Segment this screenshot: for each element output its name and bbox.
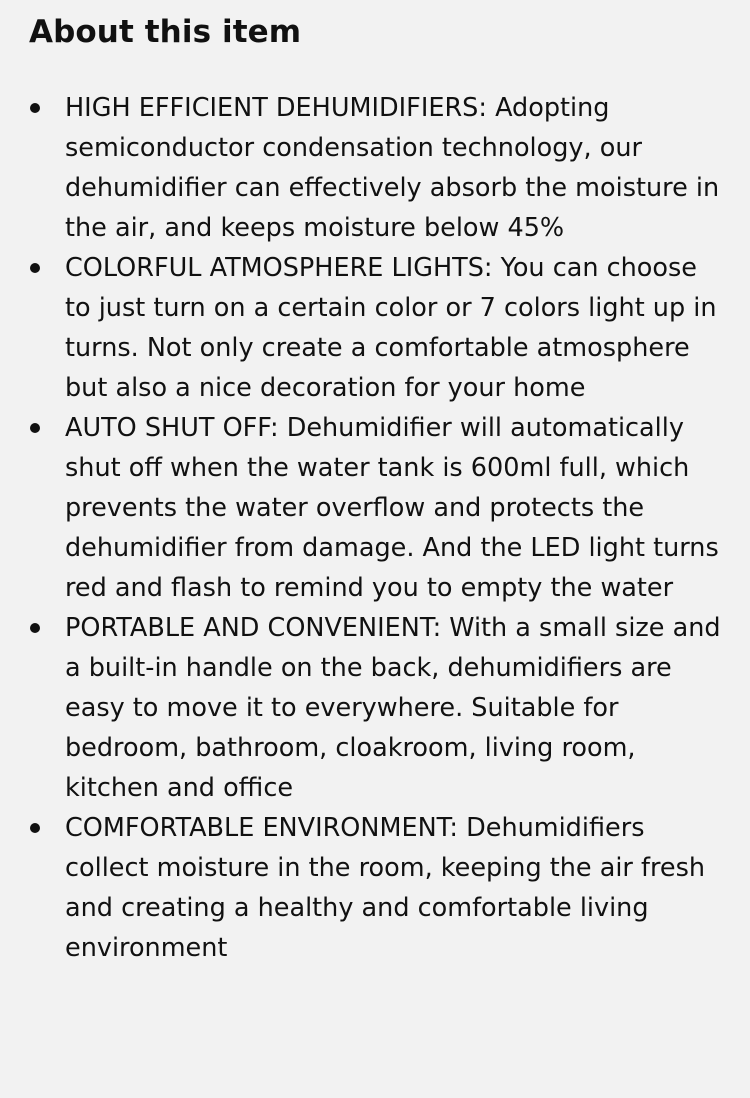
feature-bullet-text: PORTABLE AND CONVENIENT: With a small size and a built-in handle on the back, dehumidifiers are easy to move it to everywhere. Suitable for bedroom, bathroom, cloakroom, living room, kitchen and office <box>65 613 721 803</box>
feature-bullet-item <box>0 608 750 808</box>
feature-bullet-item <box>0 88 750 248</box>
feature-bullet-text: COMFORTABLE ENVIRONMENT: Dehumidifiers collect moisture in the room, keeping the air fresh and creating a healthy and comfortable living environment <box>65 813 706 963</box>
feature-bullet-item <box>0 408 750 608</box>
feature-bullet-text: AUTO SHUT OFF: Dehumidifier will automatically shut off when the water tank is 600ml full, which prevents the water overflow and protects the dehumidifier from damage. And the LED light turns red and flash to remind you to empty the water <box>65 413 719 603</box>
bullet-dot-icon <box>30 623 40 633</box>
bullet-dot-icon <box>30 423 40 433</box>
feature-bullet-item <box>0 808 750 968</box>
feature-bullet-item <box>0 248 750 408</box>
feature-bullet-list <box>0 88 750 968</box>
feature-bullet-text: COLORFUL ATMOSPHERE LIGHTS: You can choose to just turn on a certain color or 7 colors light up in turns. Not only create a comfortable atmosphere but also a nice decoration for your home <box>65 253 717 403</box>
section-title: About this item <box>29 14 302 50</box>
feature-bullet-text: HIGH EFFICIENT DEHUMIDIFIERS: Adopting semiconductor condensation technology, our dehumidifier can effectively absorb the moisture in the air, and keeps moisture below 45% <box>65 93 720 243</box>
bullet-dot-icon <box>30 263 40 273</box>
bullet-dot-icon <box>30 103 40 113</box>
bullet-dot-icon <box>30 823 40 833</box>
